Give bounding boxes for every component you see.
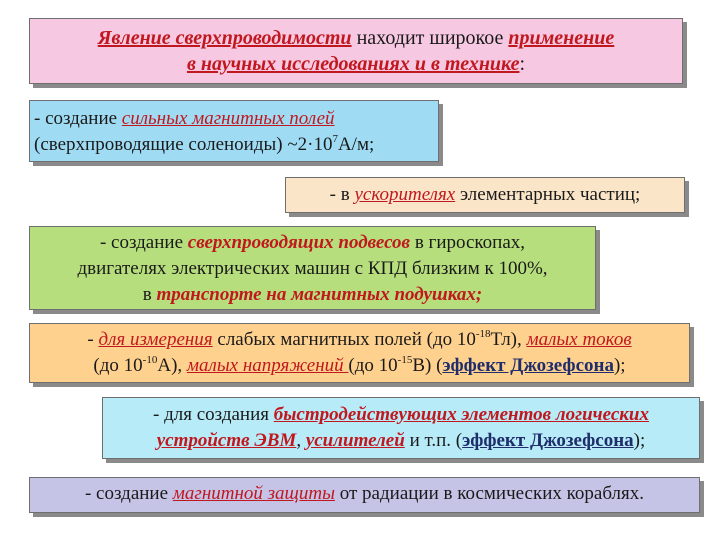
item-line: устройств ЭВМ, усилителей и т.п. (эффект Джозефсона); (156, 430, 646, 451)
title-line-2: в научных исследованиях и в технике: (186, 53, 526, 75)
item-line: - создание сверхпроводящих подвесов в гироскопах, (99, 232, 526, 253)
item-line: - создание магнитной защиты от радиации в космических кораблях. (84, 483, 645, 504)
title-box (29, 18, 683, 84)
item-logic-elements (102, 397, 700, 459)
item-line: двигателях электрических машин с КПД близким к 100%, (77, 258, 548, 279)
item-line: - в ускорителях элементарных частиц; (329, 184, 641, 205)
item-accelerators (285, 177, 685, 213)
title-line-1: Явление сверхпроводимости находит широкое применение (97, 27, 615, 49)
item-line: - создание сильных магнитных полей (34, 108, 335, 129)
item-magnetic-shielding (29, 477, 700, 513)
item-strong-fields (29, 100, 439, 162)
item-measurements (29, 323, 690, 383)
item-line: (сверхпроводящие соленоиды) $\sim 2\cdot 10^7А/м$; (34, 133, 375, 155)
item-line: в транспорте на магнитных подушках; (142, 284, 483, 305)
item-line: - для создания быстродействующих элементов логических (153, 404, 649, 425)
item-line: - для измерения слабых магнитных полей (до $10^{-18}Тл$), малых токов (87, 328, 632, 350)
item-line: (до $10^{-10}А$), малых напряжений (до $10^{-15}В$) (эффект Джозефсона); (93, 354, 626, 376)
item-suspensions (29, 226, 596, 310)
